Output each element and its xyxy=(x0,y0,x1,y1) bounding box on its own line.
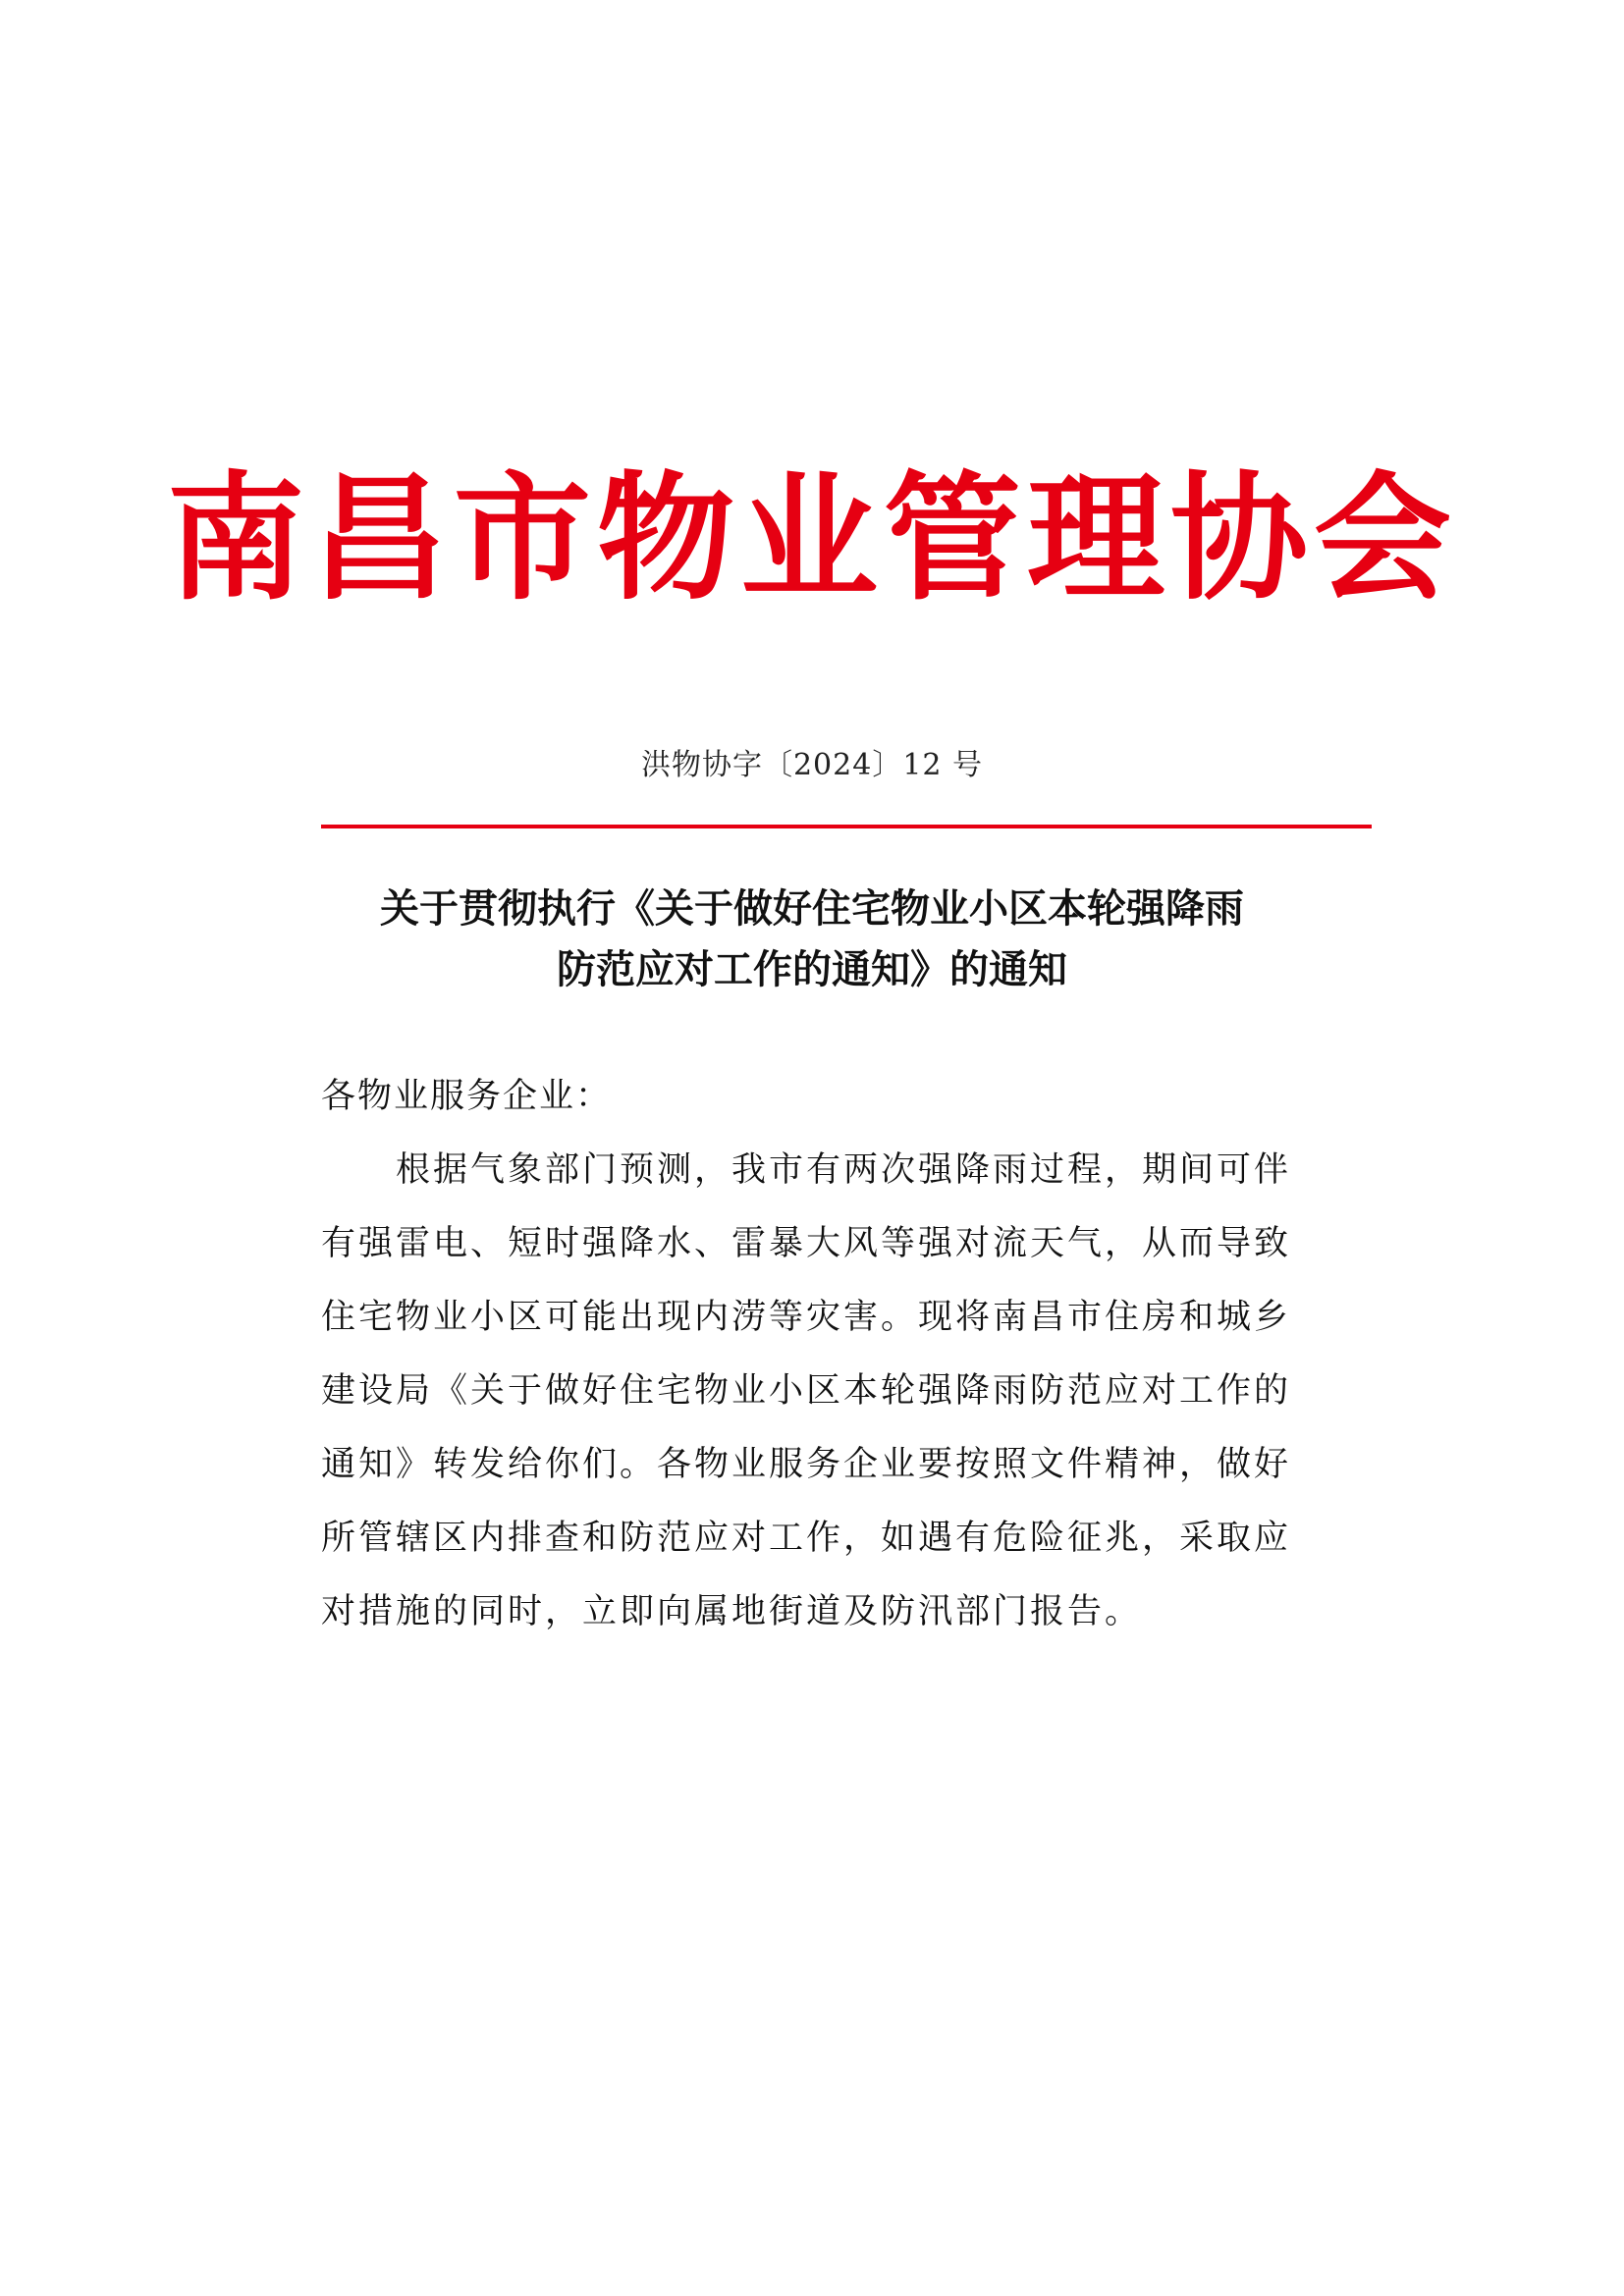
body-line: 所管辖区内排查和防范应对工作，如遇有危险征兆，采取应 xyxy=(321,1519,1292,1558)
salutation: 各物业服务企业： xyxy=(321,1077,613,1116)
notice-body xyxy=(321,1147,1313,1662)
body-line: 有强雷电、短时强降水、雷暴大风等强对流天气，从而导致 xyxy=(321,1224,1292,1263)
body-line: 住宅物业小区可能出现内涝等灾害。现将南昌市住房和城乡 xyxy=(321,1298,1292,1337)
body-line: 建设局《关于做好住宅物业小区本轮强降雨防范应对工作的 xyxy=(321,1371,1292,1411)
red-divider-line xyxy=(321,825,1372,828)
body-line: 根据气象部门预测，我市有两次强降雨过程，期间可伴 xyxy=(396,1150,1292,1190)
organization-title: 南昌市物业管理协会 xyxy=(166,459,1457,619)
notice-title-line: 防范应对工作的通知》的通知 xyxy=(557,947,1067,992)
notice-title-line: 关于贯彻执行《关于做好住宅物业小区本轮强降雨 xyxy=(380,886,1244,932)
notice-title xyxy=(295,879,1329,1000)
document-number: 洪物协字〔2024〕12 号 xyxy=(640,748,984,782)
body-line: 对措施的同时，立即向属地街道及防汛部门报告。 xyxy=(321,1592,1143,1631)
body-line: 通知》转发给你们。各物业服务企业要按照文件精神，做好 xyxy=(321,1445,1292,1484)
